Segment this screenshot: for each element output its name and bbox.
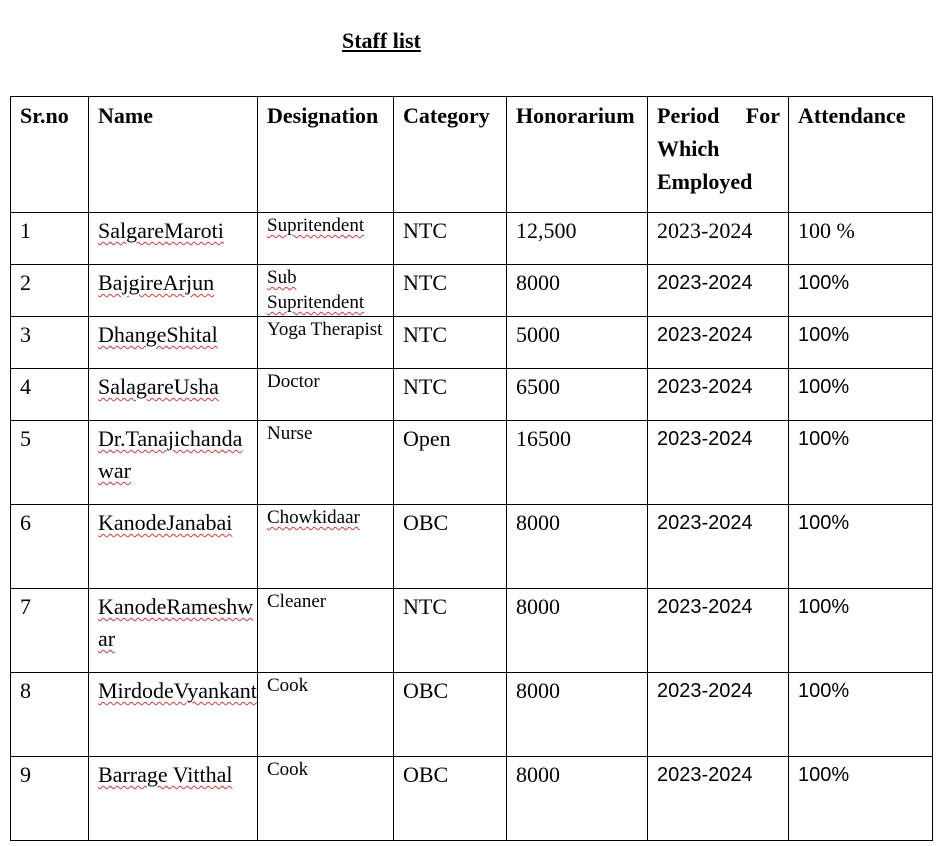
cell-srno: 4	[11, 369, 89, 421]
cell-period: 2023-2024	[648, 421, 789, 505]
name-text: KanodeJanabai	[98, 510, 233, 535]
header-honorarium: Honorarium	[507, 97, 648, 213]
cell-name	[89, 369, 258, 421]
cell-srno: 1	[11, 213, 89, 265]
cell-period: 2023-2024	[648, 213, 789, 265]
designation-text: Sub Supritendent	[267, 267, 365, 313]
cell-srno: 3	[11, 317, 89, 369]
table-row	[11, 421, 933, 505]
cell-name	[89, 505, 258, 589]
name-text: MirdodeVyankant	[98, 678, 257, 703]
cell-honorarium: 6500	[507, 369, 648, 421]
cell-srno: 5	[11, 421, 89, 505]
table-row	[11, 265, 933, 317]
header-row	[11, 97, 933, 213]
cell-name	[89, 421, 258, 505]
designation-text: Supritendent	[267, 215, 365, 236]
cell-srno: 2	[11, 265, 89, 317]
staff-table	[10, 96, 933, 841]
cell-attendance: 100%	[789, 369, 933, 421]
cell-attendance: 100%	[789, 505, 933, 589]
cell-name	[89, 317, 258, 369]
cell-srno: 9	[11, 757, 89, 841]
table-row	[11, 589, 933, 673]
cell-name	[89, 213, 258, 265]
cell-period: 2023-2024	[648, 505, 789, 589]
cell-honorarium: 12,500	[507, 213, 648, 265]
cell-designation: Yoga Therapist	[258, 317, 394, 369]
cell-period: 2023-2024	[648, 317, 789, 369]
cell-attendance: 100%	[789, 317, 933, 369]
cell-attendance: 100 %	[789, 213, 933, 265]
table-row	[11, 757, 933, 841]
cell-honorarium: 8000	[507, 673, 648, 757]
cell-designation: Cleaner	[258, 589, 394, 673]
cell-srno: 6	[11, 505, 89, 589]
table-row	[11, 673, 933, 757]
cell-period: 2023-2024	[648, 265, 789, 317]
cell-honorarium: 8000	[507, 265, 648, 317]
cell-category: OBC	[394, 505, 507, 589]
cell-period: 2023-2024	[648, 757, 789, 841]
cell-category: NTC	[394, 265, 507, 317]
cell-attendance: 100%	[789, 421, 933, 505]
cell-honorarium: 16500	[507, 421, 648, 505]
name-text: BajgireArjun	[98, 270, 215, 295]
cell-name	[89, 589, 258, 673]
cell-designation: Doctor	[258, 369, 394, 421]
cell-attendance: 100%	[789, 673, 933, 757]
cell-category: NTC	[394, 317, 507, 369]
cell-honorarium: 8000	[507, 589, 648, 673]
name-text: KanodeRameshwar	[98, 594, 254, 651]
header-designation: Designation	[258, 97, 394, 213]
cell-category: OBC	[394, 757, 507, 841]
header-name: Name	[89, 97, 258, 213]
table-row	[11, 369, 933, 421]
cell-period: 2023-2024	[648, 589, 789, 673]
cell-category: NTC	[394, 589, 507, 673]
cell-period: 2023-2024	[648, 369, 789, 421]
cell-name	[89, 673, 258, 757]
name-text: SalagareUsha	[98, 374, 219, 399]
header-period: Period For Which Employed	[648, 97, 789, 213]
cell-name	[89, 757, 258, 841]
cell-honorarium: 8000	[507, 505, 648, 589]
designation-text: Chowkidaar	[267, 507, 360, 528]
cell-period: 2023-2024	[648, 673, 789, 757]
header-attendance: Attendance	[789, 97, 933, 213]
table-row	[11, 505, 933, 589]
cell-srno: 7	[11, 589, 89, 673]
cell-category: OBC	[394, 673, 507, 757]
cell-designation: Cook	[258, 757, 394, 841]
cell-designation	[258, 265, 394, 317]
name-text: Dr.Tanajichandawar	[98, 426, 243, 483]
cell-category: NTC	[394, 369, 507, 421]
cell-designation: Cook	[258, 673, 394, 757]
cell-attendance: 100%	[789, 757, 933, 841]
name-text: Barrage Vitthal	[98, 762, 233, 787]
cell-honorarium: 5000	[507, 317, 648, 369]
cell-name	[89, 265, 258, 317]
cell-designation	[258, 505, 394, 589]
table-row	[11, 317, 933, 369]
cell-designation	[258, 213, 394, 265]
cell-designation: Nurse	[258, 421, 394, 505]
header-category: Category	[394, 97, 507, 213]
cell-attendance: 100%	[789, 589, 933, 673]
cell-category: NTC	[394, 213, 507, 265]
cell-category: Open	[394, 421, 507, 505]
cell-honorarium: 8000	[507, 757, 648, 841]
table-row	[11, 213, 933, 265]
cell-srno: 8	[11, 673, 89, 757]
header-srno: Sr.no	[11, 97, 89, 213]
name-text: DhangeShital	[98, 322, 218, 347]
cell-attendance: 100%	[789, 265, 933, 317]
name-text: SalgareMaroti	[98, 218, 224, 243]
page-title: Staff list	[342, 28, 421, 53]
